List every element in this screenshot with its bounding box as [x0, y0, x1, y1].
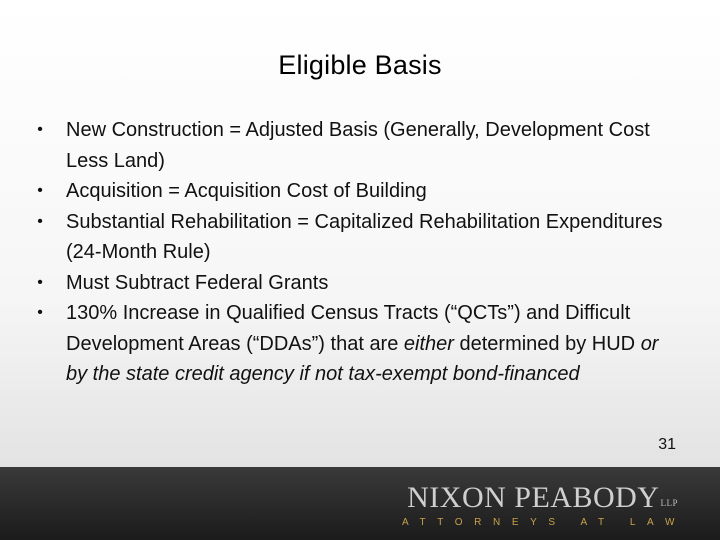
bullet-emphasis: either — [403, 332, 454, 355]
page-number: 31 — [658, 436, 676, 453]
bullet-dot: • — [37, 182, 43, 199]
bullet-item — [30, 298, 680, 390]
bullet-text: Substantial Rehabilitation = Capitalized Rehabilitation Expenditures (24-Month Rule) — [66, 210, 663, 263]
bullet-item — [30, 115, 680, 176]
bullet-emphasis: or by the state credit agency if not tax-exempt bond-financed — [66, 332, 659, 385]
logo-tagline: ATTORNEYS AT LAW — [402, 517, 686, 528]
firm-logo — [402, 481, 686, 528]
bullet-item — [30, 176, 680, 207]
logo-suffix: LLP — [660, 498, 678, 508]
bullet-dot: • — [37, 121, 43, 138]
logo-name: NIXON PEABODY — [407, 481, 660, 514]
bullet-text: New Construction = Adjusted Basis (Generally, Development Cost Less Land) — [66, 119, 650, 172]
bullet-text: Acquisition = Acquisition Cost of Building — [66, 180, 427, 202]
bullet-text: determined by HUD — [453, 332, 641, 355]
bullet-dot: • — [37, 212, 43, 230]
slide-title: Eligible Basis — [278, 50, 442, 80]
bullet-text: Must Subtract Federal Grants — [66, 271, 329, 294]
bullet-dot: • — [37, 304, 43, 321]
footer-bar — [0, 467, 720, 540]
bullet-text: 130% Increase in Qualified Census Tracts (“QCTs”) and Difficult Development Areas (“DDAs”) that are — [66, 302, 631, 355]
bullet-item — [30, 268, 680, 299]
bullet-list — [30, 115, 680, 390]
bullet-item — [30, 207, 680, 268]
bullet-dot: • — [37, 273, 43, 291]
